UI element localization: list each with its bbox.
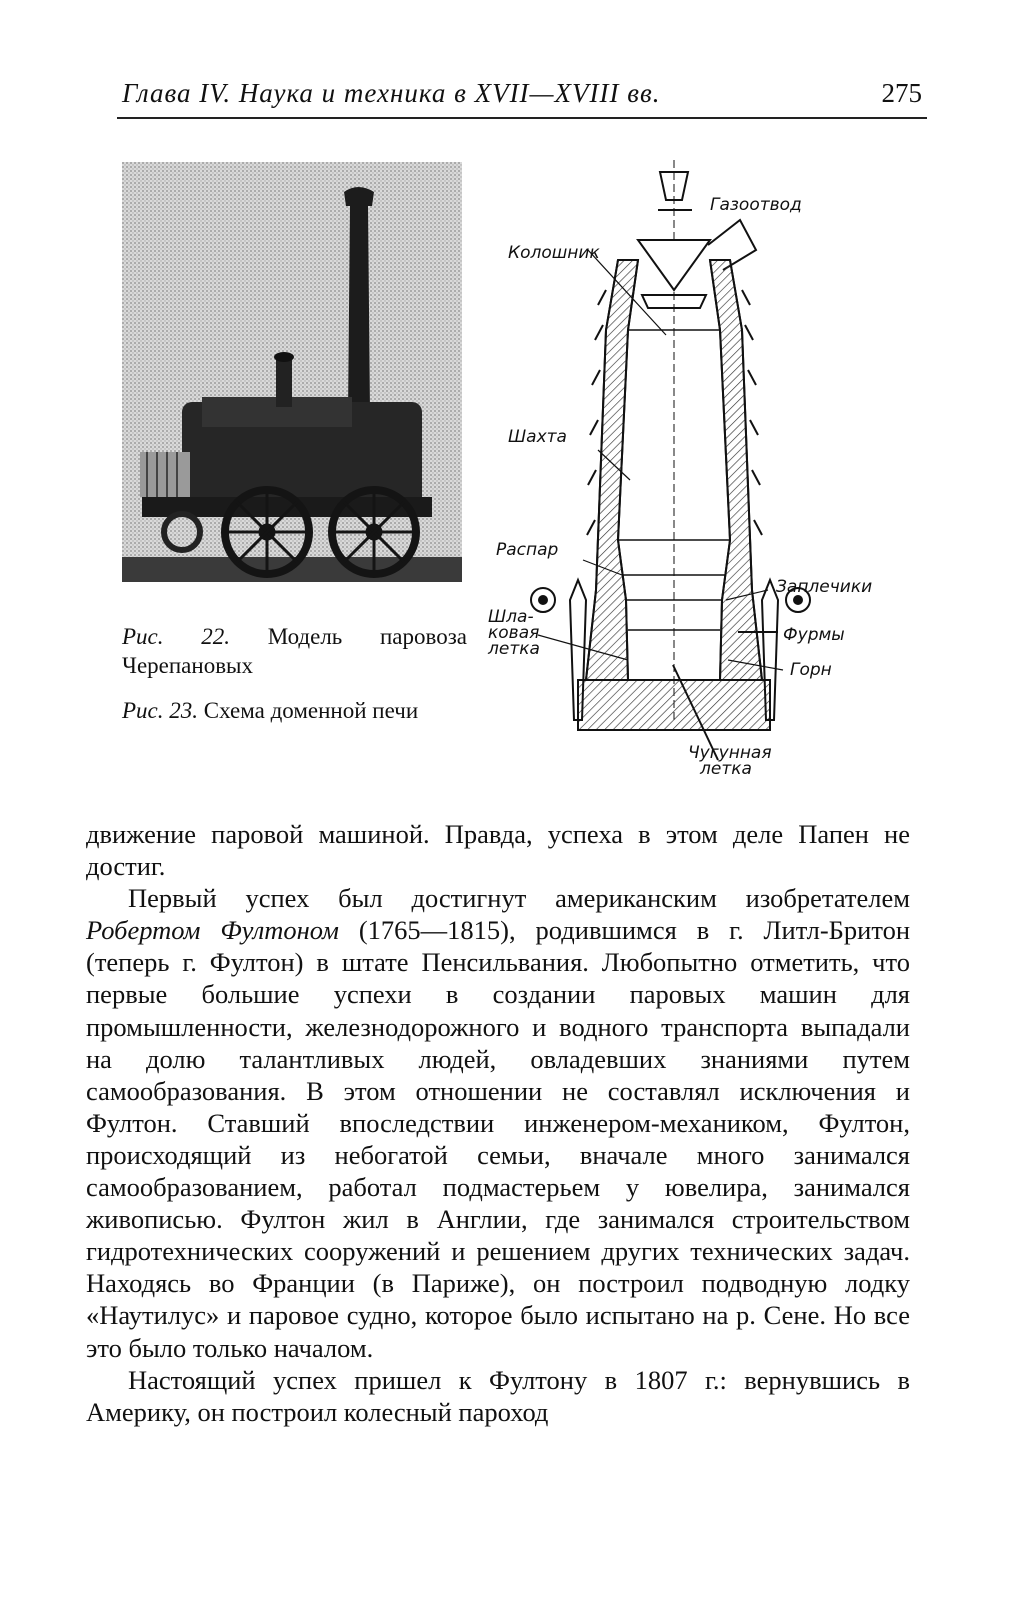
page-header (122, 78, 922, 118)
paragraph-3: Настоящий успех пришел к Фултону в 1807 г.: вернувшись в Америку, он построил колесный пароход (86, 1364, 910, 1427)
paragraph-2 (86, 882, 910, 1363)
figure22-caption (122, 622, 467, 680)
label-gorn: Горн (790, 660, 832, 680)
paragraph-2-start: Первый успех был достигнут американским изобретателем (128, 883, 910, 914)
header-rule (117, 117, 927, 119)
body-text (86, 818, 910, 1428)
figure22-label: Рис. 22. (122, 624, 230, 649)
label-koloshnik: Колошник (508, 243, 600, 263)
figure23-label: Рис. 23. (122, 698, 199, 723)
label-zaplechiki: Заплечики (776, 577, 873, 597)
label-raspar: Распар (496, 540, 559, 560)
paragraph-2-rest: (1765—1815), родившимся в г. Литл-Бритон (теперь г. Фултон) в штате Пенсильвания. Любопытно отметить, что первые большие успехи в создании паровых машин для промышленности, железнодорожного и водного транспорта выпадали на долю талантливых людей, овладевших знаниями путем самообразования. В этом отношении не составлял исключения и Фултон. Ставший впоследствии инженером-механиком, Фултон, происходящий из небогатой семьи, вначале много занимался самообразованием, работал подмастерьем у ювелира, занимался живописью. Фултон жил в Англии, где занимался строительством гидротехнических сооружений и решением других технических задач. Находясь во Франции (в Париже), он построил подводную лодку «Наутилус» и паровое судно, которое было испытано на р. Сене. Но все это было только началом. (86, 915, 910, 1363)
figure22-caption-text: Модель паровоза Черепановых (122, 624, 468, 678)
label-shlakovaya-1: Шла- (488, 607, 534, 627)
label-gazootvod: Газоотвод (710, 195, 802, 215)
label-furmy: Фурмы (783, 625, 845, 645)
figure23-caption (122, 696, 467, 725)
page-number: 275 (881, 78, 922, 108)
label-shlakovaya-3: летка (488, 639, 540, 659)
paragraph-1: движение паровой машиной. Правда, успеха в этом деле Папен не достиг. (86, 819, 910, 882)
fulton-name: Робертом Фултоном (86, 915, 339, 946)
label-shlakovaya-2: ковая (488, 623, 540, 643)
locomotive-photo (122, 162, 462, 592)
label-shakhta: Шахта (508, 427, 567, 447)
label-chugunnaya-1: Чугунная (688, 743, 772, 763)
figure23-caption-text: Схема доменной печи (203, 698, 419, 723)
running-head: Глава IV. Наука и техника в XVII—XVIII вв. (122, 78, 661, 108)
label-chugunnaya-2: летка (700, 759, 752, 779)
blast-furnace-diagram (478, 160, 918, 800)
